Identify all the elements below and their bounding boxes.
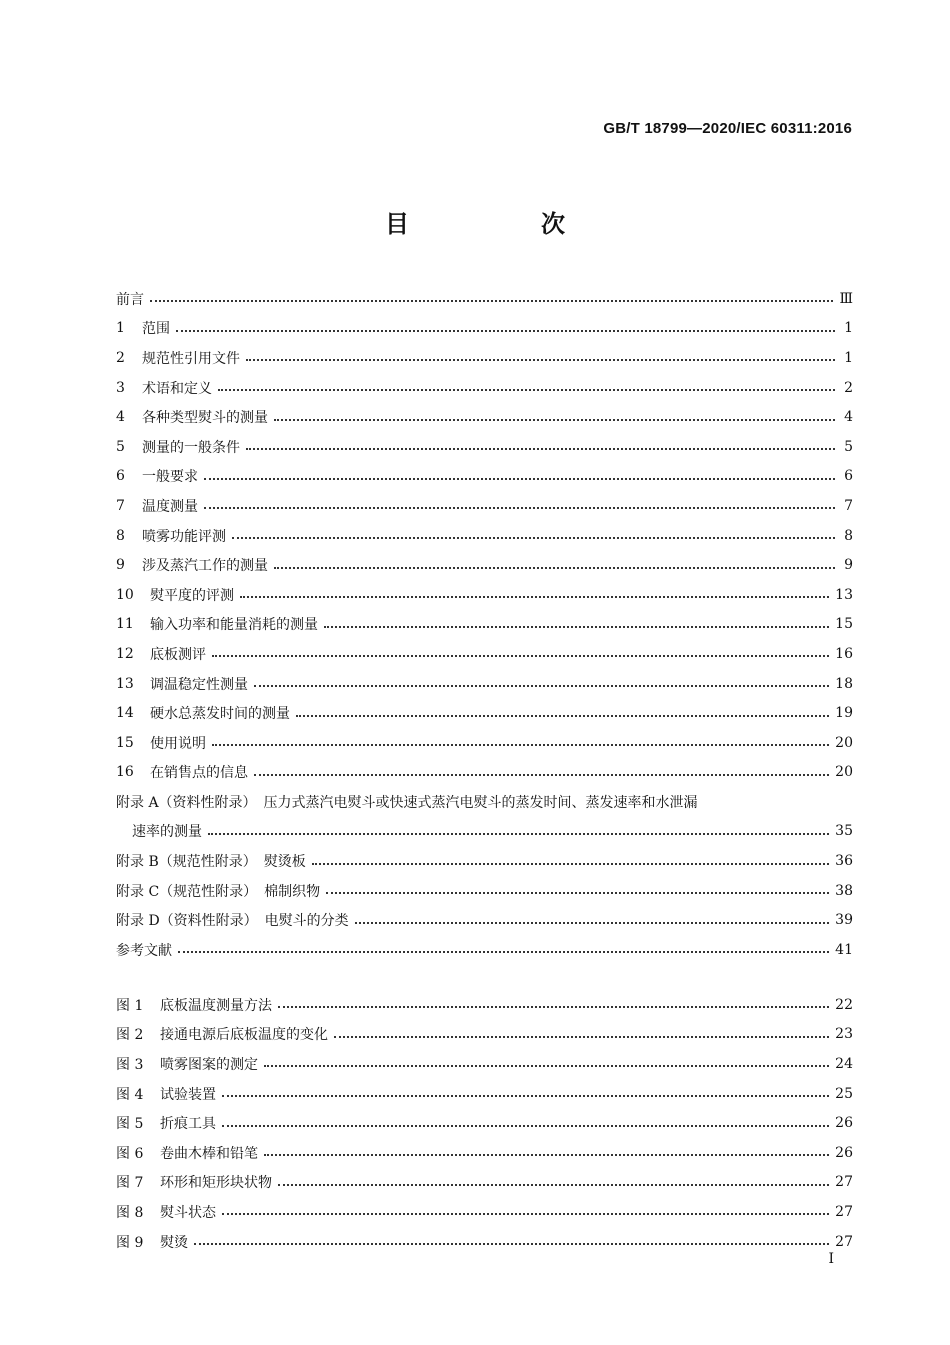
toc-label: 熨平度的评测 [150,587,234,604]
toc-page: 15 [835,616,853,633]
leader-dots [150,299,833,302]
toc-number: 7 [116,497,125,514]
toc-entry-foreword[interactable] [116,284,853,314]
leader-dots [204,506,835,509]
leader-dots [218,388,835,391]
toc-page: Ⅲ [839,290,853,307]
toc-number: 5 [116,438,125,455]
leader-dots [254,684,829,687]
toc-page: 6 [844,468,853,485]
toc-page: 1 [844,349,853,366]
leader-dots [240,595,829,598]
figure-label: 试验装置 [160,1086,216,1103]
toc-entry[interactable] [116,432,853,462]
toc-page: 4 [844,409,853,426]
toc-label: 喷雾功能评测 [142,528,226,545]
toc-entry[interactable] [116,314,853,344]
toc-entry-annex-a[interactable] [116,787,853,817]
toc-number: 11 [116,616,134,633]
toc-entry-annex-d[interactable] [116,905,853,935]
figure-number: 图 5 [116,1116,144,1133]
page-number: I [828,1251,834,1267]
toc-label: 温度测量 [142,498,198,515]
figure-entry[interactable] [116,1020,853,1050]
toc-page: 8 [844,527,853,544]
leader-dots [222,1094,829,1097]
toc-label: 涉及蒸汽工作的测量 [142,558,268,575]
figure-label: 接通电源后底板温度的变化 [160,1027,328,1044]
toc-page: 18 [835,675,853,692]
figure-entry[interactable] [116,1138,853,1168]
toc-label: 硬水总蒸发时间的测量 [150,706,290,723]
toc-entry[interactable] [116,343,853,373]
toc-number: 3 [116,379,125,396]
leader-dots [278,1005,829,1008]
leader-dots [212,743,829,746]
leader-dots [212,654,829,657]
toc-page: 7 [844,497,853,514]
toc-entry[interactable] [116,669,853,699]
leader-dots [222,1212,829,1215]
toc-page: 20 [835,764,853,781]
toc-number: 15 [116,734,134,751]
toc-label: 附录 A（资料性附录） 压力式蒸汽电熨斗或快速式蒸汽电熨斗的蒸发时间、蒸发速率和水泄漏 [116,794,698,811]
figure-entry[interactable] [116,1108,853,1138]
toc-label: 速率的测量 [132,824,202,841]
figure-label: 熨斗状态 [160,1204,216,1221]
leader-dots [278,1183,829,1186]
leader-dots [246,447,835,450]
toc-label: 范围 [142,321,170,338]
toc-number: 14 [116,705,134,722]
leader-dots [324,625,829,628]
leader-dots [208,832,829,835]
toc-number: 6 [116,468,125,485]
toc-label: 附录 C（规范性附录） 棉制织物 [116,883,321,900]
toc-number: 1 [116,320,125,337]
toc-label: 使用说明 [150,735,206,752]
toc-label: 一般要求 [142,469,198,486]
leader-dots [264,1064,829,1067]
toc-page: 35 [835,823,853,840]
figure-entry[interactable] [116,1049,853,1079]
figure-label: 卷曲木棒和铅笔 [160,1145,258,1162]
toc-label: 术语和定义 [142,380,212,397]
toc-label: 附录 D（资料性附录） 电熨斗的分类 [116,913,349,930]
figure-number: 图 8 [116,1204,144,1221]
figure-page: 26 [835,1115,853,1132]
toc-label: 调温稳定性测量 [150,676,248,693]
toc-label: 规范性引用文件 [142,350,240,367]
figure-label: 熨烫 [160,1234,188,1251]
figure-page: 22 [835,996,853,1013]
leader-dots [222,1124,829,1127]
figure-number: 图 3 [116,1056,144,1073]
figure-page: 26 [835,1144,853,1161]
toc-entry[interactable] [116,491,853,521]
figure-page: 27 [835,1233,853,1250]
leader-dots [176,329,835,332]
figure-number: 图 9 [116,1234,144,1251]
toc-page: 9 [844,557,853,574]
toc-label: 各种类型熨斗的测量 [142,410,268,427]
figure-number: 图 1 [116,997,144,1014]
toc-number: 4 [116,409,125,426]
toc-entry[interactable] [116,462,853,492]
toc-page: 38 [835,882,853,899]
toc-number: 2 [116,349,125,366]
toc-entry[interactable] [116,402,853,432]
toc-label: 输入功率和能量消耗的测量 [150,617,318,634]
table-of-contents [116,284,853,965]
figure-page: 24 [835,1055,853,1072]
toc-label: 底板测评 [150,646,206,663]
leader-dots [232,536,835,539]
toc-number: 12 [116,645,134,662]
toc-number: 9 [116,557,125,574]
toc-entry-annex-b[interactable] [116,846,853,876]
toc-page: 5 [844,438,853,455]
toc-entry[interactable] [116,639,853,669]
leader-dots [326,891,829,894]
toc-entry[interactable] [116,610,853,640]
figure-entry[interactable] [116,1079,853,1109]
figure-label: 喷雾图案的测定 [160,1056,258,1073]
toc-label: 附录 B（规范性附录） 熨烫板 [116,854,306,871]
toc-page: 2 [844,379,853,396]
toc-page: 16 [835,645,853,662]
leader-dots [355,921,829,924]
toc-entry-annex-a-continued[interactable] [116,817,853,847]
toc-label: 前言 [116,291,144,308]
toc-entry[interactable] [116,521,853,551]
toc-entry[interactable] [116,698,853,728]
toc-page: 19 [835,705,853,722]
leader-dots [194,1242,829,1245]
leader-dots [264,1153,829,1156]
toc-entry[interactable] [116,580,853,610]
toc-page: 39 [835,912,853,929]
list-of-figures [116,990,853,1256]
leader-dots [178,950,829,953]
page-title: 目 次 [385,209,619,238]
toc-entry[interactable] [116,550,853,580]
toc-label: 参考文献 [116,942,172,959]
toc-page: 41 [835,941,853,958]
standard-code: GB/T 18799—2020/IEC 60311:2016 [603,120,852,137]
leader-dots [274,566,835,569]
figure-number: 图 2 [116,1027,144,1044]
toc-label: 在销售点的信息 [150,765,248,782]
toc-page: 20 [835,734,853,751]
toc-entry[interactable] [116,758,853,788]
toc-number: 16 [116,764,134,781]
toc-entry-annex-c[interactable] [116,876,853,906]
toc-page: 36 [835,853,853,870]
toc-page: 13 [835,586,853,603]
figure-number: 图 7 [116,1175,144,1192]
toc-number: 8 [116,527,125,544]
figure-entry[interactable] [116,1168,853,1198]
figure-page: 27 [835,1174,853,1191]
toc-label: 测量的一般条件 [142,439,240,456]
leader-dots [334,1035,829,1038]
figure-page: 23 [835,1026,853,1043]
toc-number: 13 [116,675,134,692]
leader-dots [254,773,829,776]
figure-number: 图 6 [116,1145,144,1162]
figure-number: 图 4 [116,1086,144,1103]
figure-label: 环形和矩形块状物 [160,1175,272,1192]
leader-dots [246,358,835,361]
toc-entry-bibliography[interactable] [116,935,853,965]
figure-entry[interactable] [116,1227,853,1257]
leader-dots [312,862,829,865]
toc-page: 1 [844,320,853,337]
leader-dots [204,477,835,480]
figure-page: 27 [835,1203,853,1220]
toc-entry[interactable] [116,728,853,758]
toc-entry[interactable] [116,373,853,403]
figure-entry[interactable] [116,990,853,1020]
figure-entry[interactable] [116,1197,853,1227]
leader-dots [296,714,829,717]
figure-label: 底板温度测量方法 [160,997,272,1014]
figure-label: 折痕工具 [160,1116,216,1133]
toc-number: 10 [116,586,134,603]
figure-page: 25 [835,1085,853,1102]
leader-dots [274,418,835,421]
